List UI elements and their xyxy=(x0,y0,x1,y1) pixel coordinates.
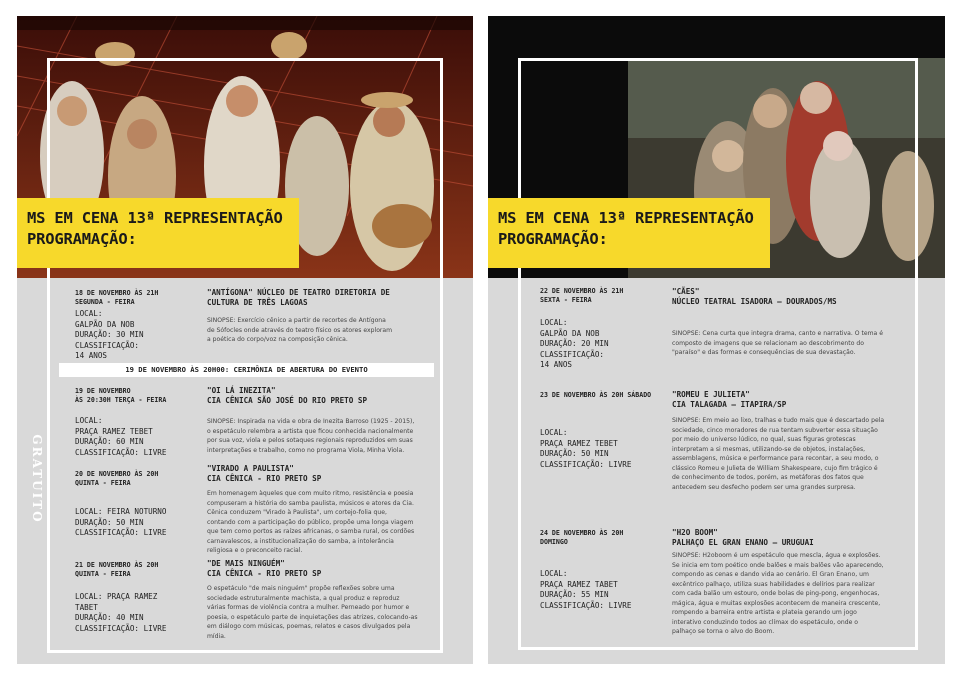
banner-line-1: MS EM CENA 13ª REPRESENTAÇÃO xyxy=(498,209,754,227)
event-date: 22 DE NOVEMBRO ÀS 21H SEXTA - FEIRA xyxy=(540,287,624,304)
event-date: 24 DE NOVEMBRO ÀS 20H DOMINGO xyxy=(540,529,624,546)
title-banner xyxy=(488,198,770,268)
event-date: 20 DE NOVEMBRO ÀS 20H QUINTA - FEIRA xyxy=(75,470,159,487)
event-synopsis: SINOPSE: H2oboom é um espetáculo que mescla, água e explosões. Se inicia em tom poético onde balões e mais balões vão aparecendo, compondo as cenas e dando vida ao cenário. El Gran Enano, um excêntrico palhaço, utiliza suas habilidades e delírios para realizar com cada balão um estouro, onde bolas de ping-pong, engenhocas, mágica, água e muitas explosões acontecem de maneira crescente, rompendo a barreira entre artista e plateia gerando um jogo interativo conduzindo todos ao clímax do espetáculo, onde o palhaço se torna o alvo do Boom. xyxy=(672,552,884,635)
event-synopsis: SINOPSE: Em meio ao lixo, tralhas e tudo mais que é descartado pela sociedade, cinco moradores de rua tentam subverter essa situação por meio do universo lúdico, no qual, suas figuras grotescas interpretam a si mesmas, utilizando-se de objetos, instalações, assemblagens, música e performance para recontar, a seu modo, o clássico Romeu e Julieta de William Shakespeare, cujo fim trágico é de conhecimento de todos, porém, as metáforas dos fatos que antecedem seu desfecho podem ser uma grandes surpresa. xyxy=(672,417,885,491)
event-title: "H2O BOOM" PALHAÇO EL GRAN ENANO – URUGUAI xyxy=(672,528,814,547)
event-synopsis: Em homenagem àqueles que com muito ritmo, resistência e poesia compuseram a história do samba paulista, músicos e atores da Cia. Cênica conduzem "Virado à Paulista", um cortejo-folia que, contando com a participação do público, propõe uma longa viagem que tem como portos as raízes africanas, o samba rural, os cordões carnavalescos, a institucionalização do samba, a intolerância religiosa e o preconceito racial. xyxy=(207,490,415,554)
event-location: LOCAL: PRAÇA RAMEZ TEBET DURAÇÃO: 50 MIN CLASSIFICAÇÃO: LIVRE xyxy=(540,428,632,469)
event-title: "ROMEU E JULIETA" CIA TALAGADA – ITAPIRA/SP xyxy=(672,390,787,409)
event-synopsis: SINOPSE: Cena curta que integra drama, canto e narrativa. O tema é composto de imagens que se relacionam ao descobrimento do "paraíso" e das formas e consequências de sua devastação. xyxy=(672,330,883,356)
opening-ceremony-notice: 19 DE NOVEMBRO ÀS 20H00: CERIMÔNIA DE ABERTURA DO EVENTO xyxy=(59,363,434,377)
title-banner xyxy=(17,198,299,268)
event-title: "VIRADO A PAULISTA" CIA CÊNICA - RIO PRETO SP xyxy=(207,464,322,483)
gratuito-label: GRATUITO xyxy=(30,434,44,524)
poster-right xyxy=(488,16,945,664)
event-title: "CÃES" NÚCLEO TEATRAL ISADORA – DOURADOS/MS xyxy=(672,287,837,306)
poster-left xyxy=(17,16,473,664)
event-title: "ANTÍGONA" NÚCLEO DE TEATRO DIRETORIA DE CULTURA DE TRÊS LAGOAS xyxy=(207,288,390,307)
event-synopsis: SINOPSE: Exercício cênico a partir de recortes de Antígona de Sófocles onde através do teatro físico os atores exploram a poética do corpo/voz na composição cênica. xyxy=(207,317,393,343)
event-location: LOCAL: FEIRA NOTURNO DURAÇÃO: 50 MIN CLASSIFICAÇÃO: LIVRE xyxy=(75,507,167,537)
banner-line-2: PROGRAMAÇÃO: xyxy=(498,230,608,248)
event-title: "DE MAIS NINGUÉM" CIA CÊNICA - RIO PRETO SP xyxy=(207,559,322,578)
event-location: LOCAL: PRAÇA RAMEZ TABET DURAÇÃO: 40 MIN CLASSIFICAÇÃO: LIVRE xyxy=(75,592,167,633)
event-date: 19 DE NOVEMBRO ÀS 20:30H TERÇA - FEIRA xyxy=(75,387,167,404)
event-date: 21 DE NOVEMBRO ÀS 20H QUINTA - FEIRA xyxy=(75,561,159,578)
event-date: 23 DE NOVEMBRO ÀS 20H SÁBADO xyxy=(540,391,652,399)
event-location: LOCAL: PRAÇA RAMEZ TABET DURAÇÃO: 55 MIN CLASSIFICAÇÃO: LIVRE xyxy=(540,569,632,610)
event-location: LOCAL: PRAÇA RAMEZ TEBET DURAÇÃO: 60 MIN CLASSIFICAÇÃO: LIVRE xyxy=(75,416,167,457)
event-date: 18 DE NOVEMBRO ÀS 21H SEGUNDA - FEIRA xyxy=(75,289,159,306)
event-location: LOCAL: GALPÃO DA NOB DURAÇÃO: 30 MIN CLASSIFICAÇÃO: 14 ANOS xyxy=(75,309,144,360)
event-location: LOCAL: GALPÃO DA NOB DURAÇÃO: 20 MIN CLASSIFICAÇÃO: 14 ANOS xyxy=(540,318,609,369)
dark-top-bar xyxy=(488,16,945,58)
banner-line-1: MS EM CENA 13ª REPRESENTAÇÃO xyxy=(27,209,283,227)
event-title: "OI LÁ INEZITA" CIA CÊNICA SÃO JOSÉ DO RIO PRETO SP xyxy=(207,386,368,405)
event-synopsis: O espetáculo "de mais ninguém" propõe reflexões sobre uma sociedade estruturalmente machista, a qual produz e reproduz várias formas de violência contra a mulher. Perneado por humor e poesia, o espetáculo parte de inquietações das atrizes, colocando-as em diálogo com músicas, poemas, relatos e casos divulgados pela mídia. xyxy=(207,585,418,640)
event-synopsis: SINOPSE: Inspirada na vida e obra de Inezita Barroso (1925 - 2015), o espetáculo relembra a artista que ficou conhecida nacionalmente por sua voz, viola e pelos sotaques regionais reproduzidos em suas interpretações e trabalho, como no programa Viola, Minha Viola. xyxy=(207,418,415,454)
banner-line-2: PROGRAMAÇÃO: xyxy=(27,230,137,248)
